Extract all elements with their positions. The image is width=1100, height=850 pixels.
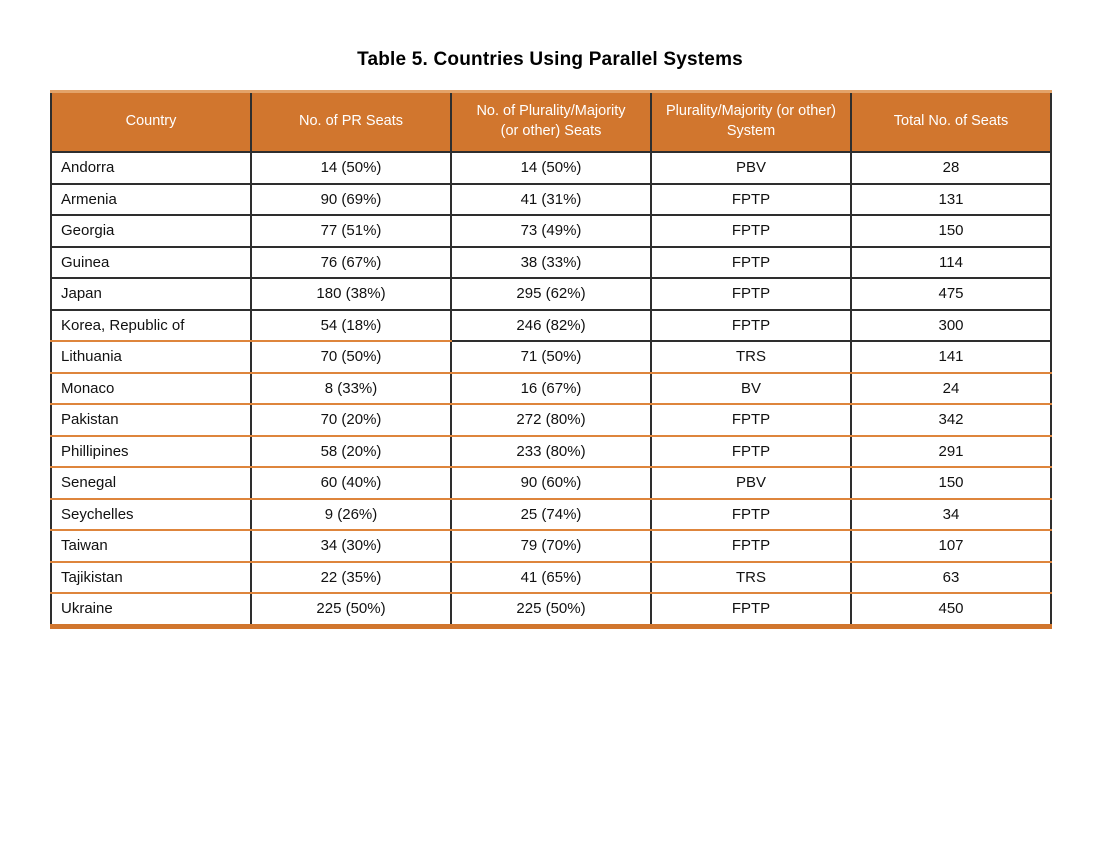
plurality-seats-cell: 38 (33%): [451, 247, 651, 279]
table-row: [51, 341, 1051, 373]
country-cell: Seychelles: [51, 499, 251, 531]
column-header-4: Plurality/Majority (or other) System: [651, 92, 851, 153]
table-title: Table 5. Countries Using Parallel Systems: [357, 49, 743, 70]
pr-seats-cell: 77 (51%): [251, 215, 451, 247]
table-header: [51, 92, 1051, 153]
country-cell: Lithuania: [51, 341, 251, 373]
total-seats-cell: 150: [851, 467, 1051, 499]
table-row: [51, 184, 1051, 216]
table-row: [51, 593, 1051, 626]
parallel-systems-table: [50, 90, 1052, 629]
total-seats-cell: 150: [851, 215, 1051, 247]
total-seats-cell: 342: [851, 404, 1051, 436]
pr-seats-cell: 225 (50%): [251, 593, 451, 626]
total-seats-cell: 63: [851, 562, 1051, 594]
system-cell: FPTP: [651, 530, 851, 562]
plurality-seats-cell: 225 (50%): [451, 593, 651, 626]
plurality-seats-cell: 73 (49%): [451, 215, 651, 247]
system-cell: PBV: [651, 467, 851, 499]
system-cell: FPTP: [651, 593, 851, 626]
total-seats-cell: 450: [851, 593, 1051, 626]
table-row: [51, 247, 1051, 279]
pr-seats-cell: 22 (35%): [251, 562, 451, 594]
pr-seats-cell: 14 (50%): [251, 152, 451, 184]
system-cell: FPTP: [651, 404, 851, 436]
table-container: [50, 90, 1050, 629]
table-row: [51, 467, 1051, 499]
country-cell: Tajikistan: [51, 562, 251, 594]
country-cell: Ukraine: [51, 593, 251, 626]
plurality-seats-cell: 16 (67%): [451, 373, 651, 405]
column-header-5: Total No. of Seats: [851, 92, 1051, 153]
plurality-seats-cell: 233 (80%): [451, 436, 651, 468]
country-cell: Phillipines: [51, 436, 251, 468]
plurality-seats-cell: 25 (74%): [451, 499, 651, 531]
country-cell: Guinea: [51, 247, 251, 279]
pr-seats-cell: 58 (20%): [251, 436, 451, 468]
column-header-2: No. of PR Seats: [251, 92, 451, 153]
plurality-seats-cell: 246 (82%): [451, 310, 651, 342]
pr-seats-cell: 34 (30%): [251, 530, 451, 562]
system-cell: FPTP: [651, 247, 851, 279]
country-cell: Pakistan: [51, 404, 251, 436]
pr-seats-cell: 76 (67%): [251, 247, 451, 279]
plurality-seats-cell: 272 (80%): [451, 404, 651, 436]
pr-seats-cell: 90 (69%): [251, 184, 451, 216]
table-row: [51, 436, 1051, 468]
plurality-seats-cell: 14 (50%): [451, 152, 651, 184]
total-seats-cell: 141: [851, 341, 1051, 373]
table-row: [51, 373, 1051, 405]
system-cell: FPTP: [651, 499, 851, 531]
pr-seats-cell: 70 (20%): [251, 404, 451, 436]
country-cell: Taiwan: [51, 530, 251, 562]
header-row: [51, 92, 1051, 153]
total-seats-cell: 107: [851, 530, 1051, 562]
pr-seats-cell: 54 (18%): [251, 310, 451, 342]
pr-seats-cell: 70 (50%): [251, 341, 451, 373]
system-cell: FPTP: [651, 184, 851, 216]
total-seats-cell: 34: [851, 499, 1051, 531]
plurality-seats-cell: 90 (60%): [451, 467, 651, 499]
system-cell: PBV: [651, 152, 851, 184]
plurality-seats-cell: 41 (65%): [451, 562, 651, 594]
table-row: [51, 562, 1051, 594]
plurality-seats-cell: 41 (31%): [451, 184, 651, 216]
country-cell: Korea, Republic of: [51, 310, 251, 342]
pr-seats-cell: 8 (33%): [251, 373, 451, 405]
plurality-seats-cell: 295 (62%): [451, 278, 651, 310]
system-cell: FPTP: [651, 215, 851, 247]
country-cell: Armenia: [51, 184, 251, 216]
table-row: [51, 404, 1051, 436]
plurality-seats-cell: 71 (50%): [451, 341, 651, 373]
table-row: [51, 152, 1051, 184]
country-cell: Japan: [51, 278, 251, 310]
total-seats-cell: 28: [851, 152, 1051, 184]
country-cell: Andorra: [51, 152, 251, 184]
table-row: [51, 215, 1051, 247]
column-header-3: No. of Plurality/Majority (or other) Seats: [451, 92, 651, 153]
plurality-seats-cell: 79 (70%): [451, 530, 651, 562]
country-cell: Georgia: [51, 215, 251, 247]
system-cell: TRS: [651, 341, 851, 373]
system-cell: BV: [651, 373, 851, 405]
table-row: [51, 310, 1051, 342]
country-cell: Senegal: [51, 467, 251, 499]
country-cell: Monaco: [51, 373, 251, 405]
table-row: [51, 530, 1051, 562]
table-row: [51, 278, 1051, 310]
total-seats-cell: 114: [851, 247, 1051, 279]
total-seats-cell: 131: [851, 184, 1051, 216]
system-cell: FPTP: [651, 436, 851, 468]
pr-seats-cell: 9 (26%): [251, 499, 451, 531]
column-header-1: Country: [51, 92, 251, 153]
pr-seats-cell: 60 (40%): [251, 467, 451, 499]
table-body: [51, 152, 1051, 626]
total-seats-cell: 475: [851, 278, 1051, 310]
system-cell: FPTP: [651, 278, 851, 310]
system-cell: TRS: [651, 562, 851, 594]
total-seats-cell: 291: [851, 436, 1051, 468]
table-row: [51, 499, 1051, 531]
system-cell: FPTP: [651, 310, 851, 342]
total-seats-cell: 300: [851, 310, 1051, 342]
total-seats-cell: 24: [851, 373, 1051, 405]
pr-seats-cell: 180 (38%): [251, 278, 451, 310]
